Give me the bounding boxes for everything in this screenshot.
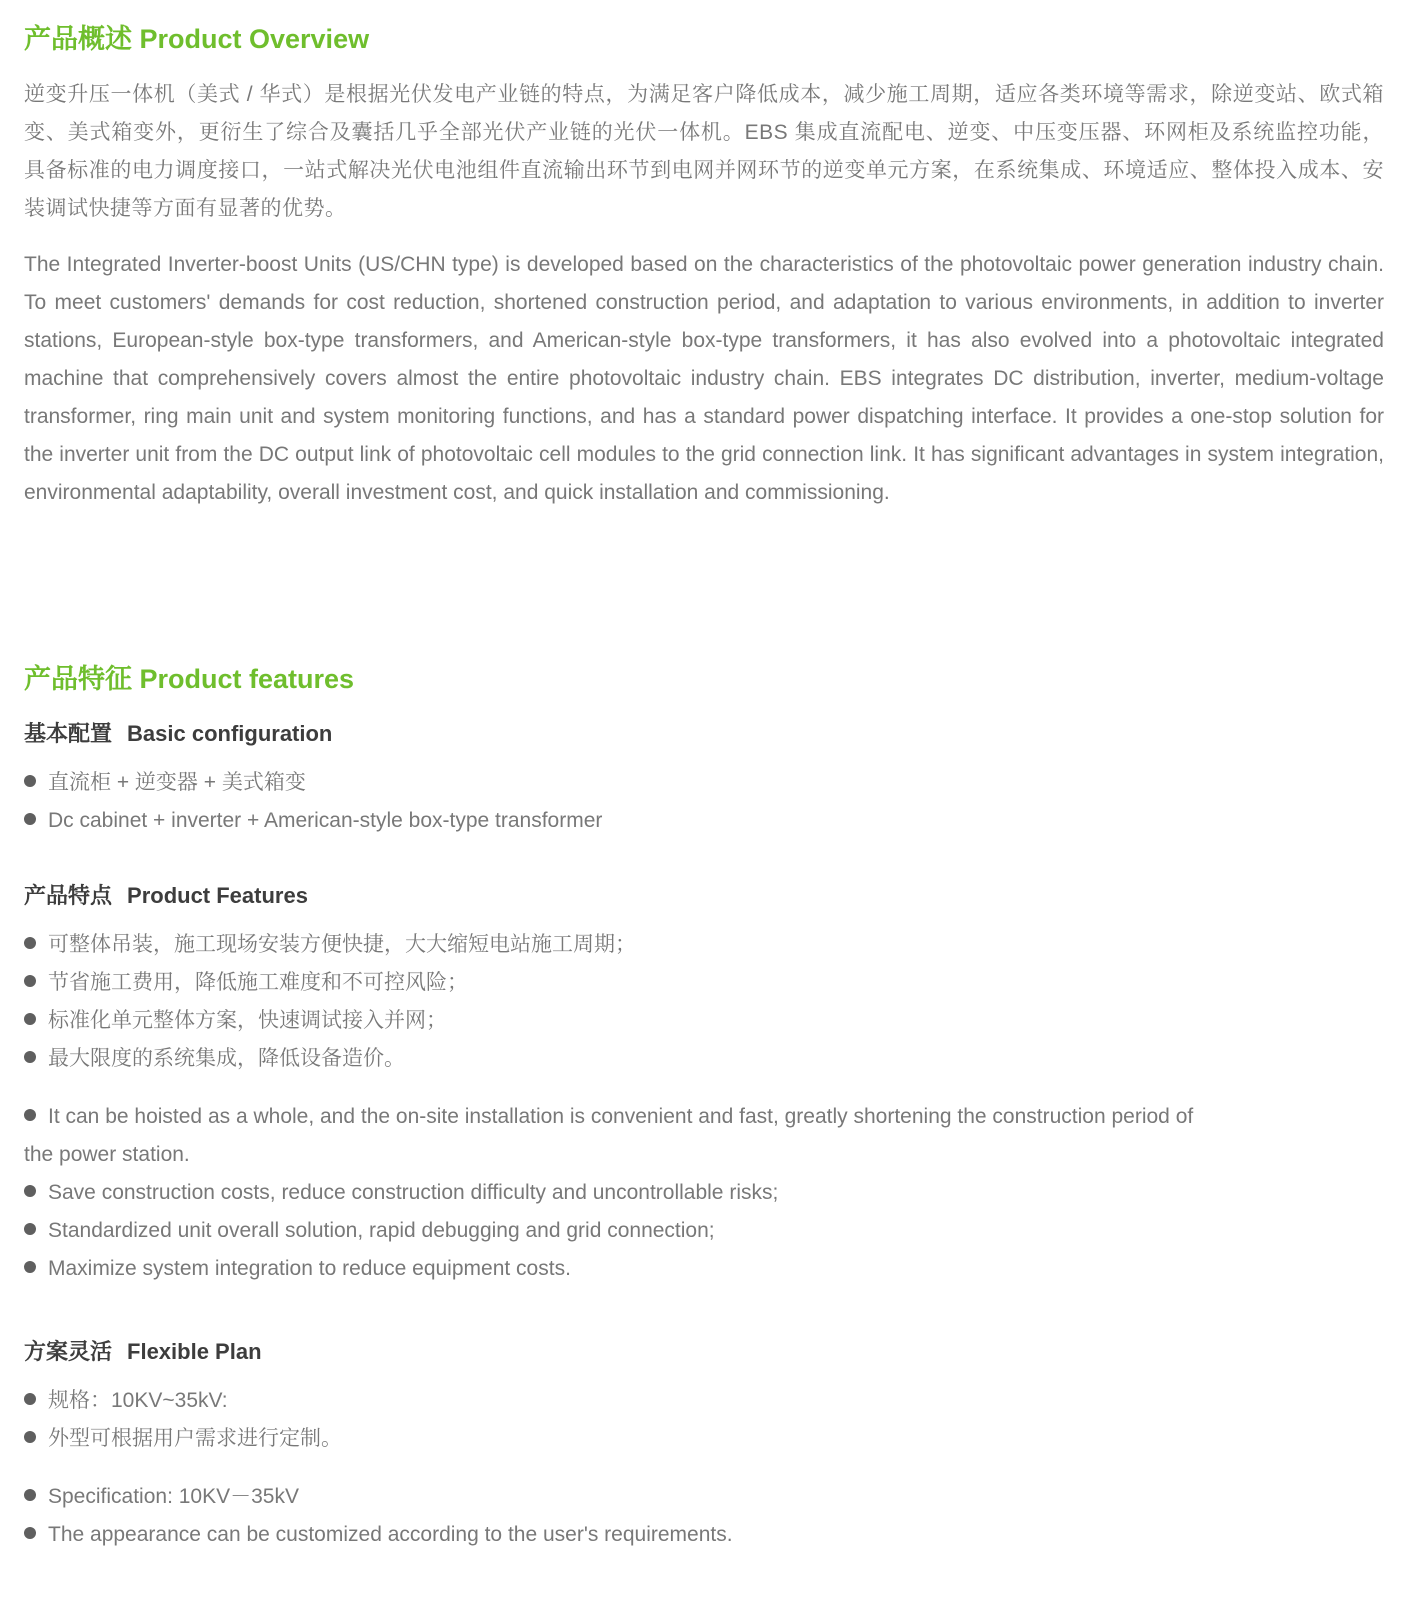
list-item: [24, 1174, 1384, 1212]
product-features-list-en: [24, 1098, 1384, 1288]
bullet-icon: [24, 775, 36, 787]
bullet-icon: [24, 1013, 36, 1025]
flexible-plan-list-zh: [24, 1382, 1384, 1458]
flexible-plan-subheading: [24, 1338, 1384, 1366]
overview-paragraph-en: The Integrated Inverter-boost Units (US/CHN type) is developed based on the characteristics of the photovoltaic power generation industry chain. To meet customers' demands for cost reduction, shortened construction period, and adaptation to various environments, in addition to inverter stations, European-style box-type transformers, and American-style box-type transformers, it has also evolved into a photovoltaic integrated machine that comprehensively covers almost the entire photovoltaic industry chain. EBS integrates DC distribution, inverter, medium-voltage transformer, ring main unit and system monitoring functions, and has a standard power dispatching interface. It provides a one-stop solution for the inverter unit from the DC output link of photovoltaic cell modules to the grid connection link. It has significant advantages in system integration, environmental adaptability, overall investment cost, and quick installation and commissioning.: [24, 253, 1384, 504]
product-features-subheading: [24, 882, 1384, 910]
bullet-icon: [24, 813, 36, 825]
list-item: [24, 1250, 1384, 1288]
list-item-text: 标准化单元整体方案，快速调试接入并网；: [48, 1009, 447, 1032]
bullet-icon: [24, 1051, 36, 1063]
list-item-text: Dc cabinet + inverter + American-style box-type transformer: [48, 809, 603, 832]
list-item-text: 外型可根据用户需求进行定制。: [48, 1427, 342, 1450]
basic-configuration-subheading-en: Basic configuration: [127, 721, 333, 746]
list-item: [24, 964, 1384, 1002]
bullet-icon: [24, 1527, 36, 1539]
list-item-text: The appearance can be customized according to the user's requirements.: [48, 1523, 733, 1546]
list-item: [24, 1098, 1194, 1174]
bullet-icon: [24, 975, 36, 987]
list-item: [24, 1002, 1384, 1040]
list-item-text: 规格：10KV~35kV:: [48, 1389, 228, 1412]
list-item: [24, 1212, 1384, 1250]
list-item: [24, 1382, 1384, 1420]
features-section: [24, 662, 1384, 1554]
product-features-subheading-zh: 产品特点: [24, 883, 113, 908]
bullet-icon: [24, 1109, 36, 1121]
list-item-text: 节省施工费用，降低施工难度和不可控风险；: [48, 971, 468, 994]
list-item-text: Specification: 10KV－35kV: [48, 1485, 299, 1508]
bullet-icon: [24, 1185, 36, 1197]
bullet-icon: [24, 1223, 36, 1235]
basic-configuration-subheading-zh: 基本配置: [24, 721, 113, 746]
list-item: [24, 926, 1384, 964]
flexible-plan-subheading-zh: 方案灵活: [24, 1339, 113, 1364]
overview-heading: 产品概述 Product Overview: [24, 24, 370, 54]
basic-configuration-list: [24, 764, 1384, 840]
bullet-icon: [24, 1489, 36, 1501]
list-item-text: 最大限度的系统集成，降低设备造价。: [48, 1047, 405, 1070]
list-item-text: It can be hoisted as a whole, and the on-site installation is convenient and fast, greatly shortening the construction period of the power station.: [24, 1105, 1194, 1166]
list-item-text: Standardized unit overall solution, rapid debugging and grid connection;: [48, 1219, 715, 1242]
flexible-plan-subheading-en: Flexible Plan: [127, 1339, 262, 1364]
list-item-text: Maximize system integration to reduce equipment costs.: [48, 1257, 571, 1280]
list-item: [24, 1420, 1384, 1458]
bullet-icon: [24, 1431, 36, 1443]
list-item: [24, 802, 1384, 840]
list-item: [24, 1040, 1384, 1078]
list-item: [24, 1516, 1384, 1554]
list-item: [24, 1478, 1384, 1516]
basic-configuration-subheading: [24, 720, 1384, 748]
overview-paragraph-zh: 逆变升压一体机（美式 / 华式）是根据光伏发电产业链的特点，为满足客户降低成本，减少施工周期，适应各类环境等需求，除逆变站、欧式箱变、美式箱变外，更衍生了综合及囊括几乎全部光伏产业链的光伏一体机。EBS 集成直流配电、逆变、中压变压器、环网柜及系统监控功能，具备标准的电力调度接口，一站式解决光伏电池组件直流输出环节到电网并网环节的逆变单元方案，在系统集成、环境适应、整体投入成本、安装调试快捷等方面有显著的优势。: [24, 83, 1384, 220]
bullet-icon: [24, 1393, 36, 1405]
product-features-subheading-en: Product Features: [127, 883, 308, 908]
features-heading: 产品特征 Product features: [24, 664, 355, 694]
list-item: [24, 764, 1384, 802]
bullet-icon: [24, 1261, 36, 1273]
list-item-text: 直流柜 + 逆变器 + 美式箱变: [48, 771, 306, 794]
list-item-text: 可整体吊装，施工现场安装方便快捷，大大缩短电站施工周期；: [48, 933, 636, 956]
product-features-list-zh: [24, 926, 1384, 1078]
list-item-text: Save construction costs, reduce construction difficulty and uncontrollable risks;: [48, 1181, 779, 1204]
bullet-icon: [24, 937, 36, 949]
flexible-plan-list-en: [24, 1478, 1384, 1554]
